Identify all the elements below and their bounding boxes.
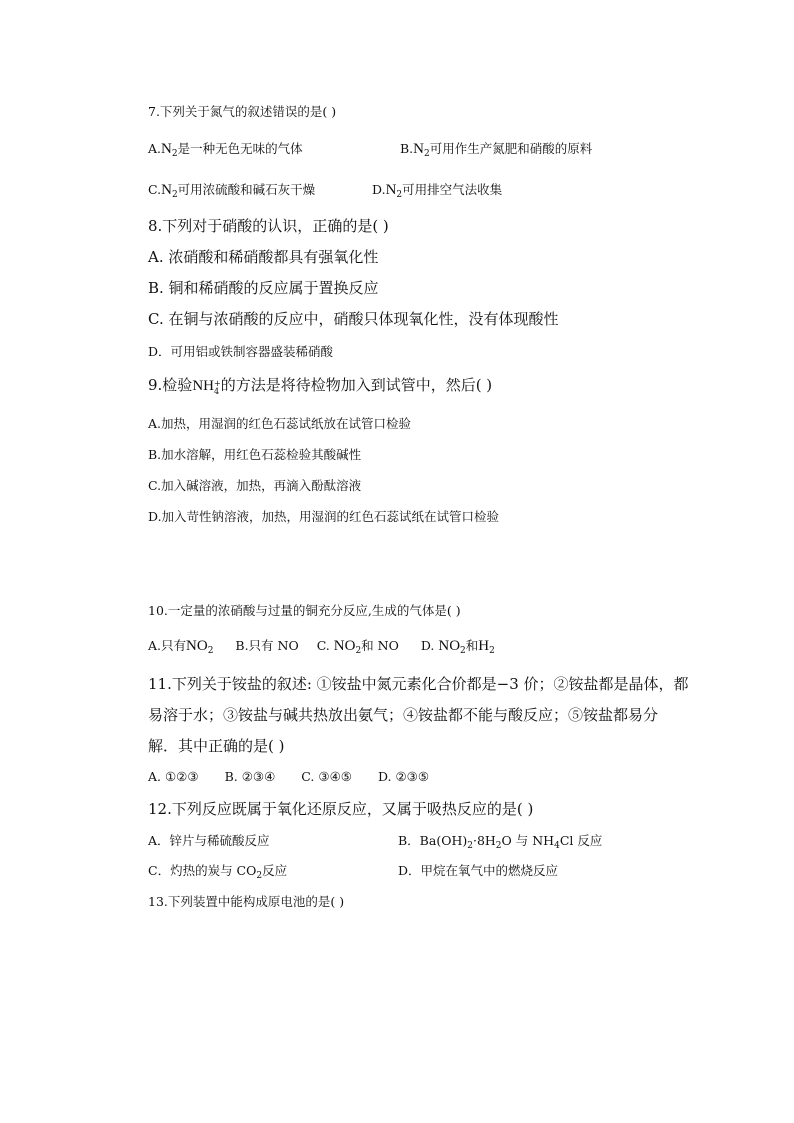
- q10-d-sub: 2: [460, 646, 466, 656]
- q7-d-label: D.: [372, 182, 386, 197]
- q10-option-c[interactable]: [316, 638, 399, 656]
- q8-option-c[interactable]: C. 在铜与浓硝酸的反应中，硝酸只体现氧化性，没有体现酸性: [148, 310, 559, 328]
- q12-option-a[interactable]: A．锌片与稀硫酸反应: [148, 833, 270, 848]
- q11-option-a[interactable]: A. ①②③: [148, 769, 199, 784]
- q9-stem-pre: 9.检验: [148, 376, 193, 394]
- q12-b-sub3: 4: [554, 841, 560, 851]
- q12-c-pre: C．灼热的炭与 CO: [148, 863, 257, 878]
- q10-d-label: D.: [420, 638, 435, 653]
- q10-a-sub: 2: [207, 646, 214, 656]
- q10-d-formula: NO: [438, 638, 461, 654]
- q8-stem: 8.下列对于硝酸的认识，正确的是( ): [148, 217, 389, 235]
- q7-c-formula: N: [161, 182, 172, 198]
- q10-d-formula2: H: [478, 638, 490, 654]
- q7-stem: 7.下列关于氮气的叙述错误的是( ): [148, 104, 337, 119]
- q9-formula: NH: [192, 378, 214, 394]
- q10-c-formula: NO: [333, 638, 356, 654]
- q7-b-text: 可用作生产氮肥和硝酸的原料: [429, 141, 593, 156]
- q12-b-pre: B．Ba(OH): [398, 833, 468, 848]
- q9-ion-charge: [214, 380, 221, 396]
- q7-b-label: B.: [400, 141, 414, 156]
- q10-a-formula: NO: [186, 638, 208, 654]
- q12-option-b[interactable]: [398, 832, 602, 855]
- q12-option-d[interactable]: D．甲烷在氧气中的燃烧反应: [398, 863, 559, 878]
- q10-d-mid: 和: [465, 638, 479, 653]
- q11-stem-line1: 11.下列关于铵盐的叙述: ①铵盐中氮元素化合价都是−3 价；②铵盐都是晶体，都: [148, 675, 689, 693]
- q12-b-post: Cl 反应: [559, 833, 603, 848]
- q7-d-formula: N: [385, 182, 397, 198]
- q9-sup: +: [213, 379, 221, 388]
- q7-option-c[interactable]: [148, 181, 315, 204]
- q7-option-d[interactable]: [372, 181, 502, 204]
- q11-option-d[interactable]: D. ②③⑤: [377, 769, 430, 784]
- q7-option-a[interactable]: [148, 140, 303, 163]
- q9-sub: 4: [213, 387, 220, 396]
- q11-option-b[interactable]: B. ②③④: [224, 769, 276, 784]
- q9-option-d[interactable]: D.加入苛性钠溶液，加热，用湿润的红色石蕊试纸在试管口检验: [148, 509, 500, 524]
- q11-options: [148, 768, 429, 786]
- q12-c-post: 反应: [262, 863, 288, 878]
- q7-c-label: C.: [148, 182, 162, 197]
- q9-option-a[interactable]: A.加热，用湿润的红色石蕊试纸放在试管口检验: [148, 416, 412, 431]
- q7-a-sub: 2: [171, 149, 178, 159]
- q10-a-pre: A.只有: [148, 638, 187, 653]
- q10-option-b[interactable]: B.只有 NO: [235, 638, 299, 653]
- q11-option-c[interactable]: C. ③④⑤: [301, 769, 352, 784]
- q12-b-mid: ·8H: [472, 833, 496, 848]
- q10-stem: 10.一定量的浓硝酸与过量的铜充分反应,生成的气体是( ): [148, 603, 461, 618]
- q7-d-sub: 2: [396, 190, 403, 200]
- q8-option-d[interactable]: D．可用铝或铁制容器盛装稀硝酸: [148, 344, 334, 359]
- q8-option-a[interactable]: A. 浓硝酸和稀硝酸都具有强氧化性: [148, 248, 379, 266]
- q12-b-sub2: 2: [495, 841, 502, 851]
- q11-stem-line2: 易溶于水；③铵盐与碱共热放出氨气；④铵盐都不能与酸反应；⑤铵盐都易分: [148, 706, 659, 724]
- q13-stem: 13.下列装置中能构成原电池的是( ): [148, 894, 345, 909]
- q7-d-text: 可用排空气法收集: [402, 182, 503, 197]
- q10-option-a[interactable]: [148, 638, 214, 656]
- q7-a-text: 是一种无色无味的气体: [177, 141, 303, 156]
- q8-option-b[interactable]: B. 铜和稀硝酸的反应属于置换反应: [148, 279, 379, 297]
- q7-option-b[interactable]: [400, 140, 592, 163]
- q12-b-sub1: 2: [467, 841, 473, 851]
- q10-option-d[interactable]: [420, 638, 495, 656]
- q7-b-sub: 2: [424, 149, 430, 159]
- q7-c-text: 可用浓硫酸和碱石灰干燥: [177, 182, 316, 197]
- q10-options: [148, 637, 495, 660]
- q7-a-label: A.: [148, 141, 162, 156]
- q7-a-formula: N: [161, 141, 172, 157]
- q9-option-b[interactable]: B.加水溶解，用红色石蕊检验其酸碱性: [148, 447, 362, 462]
- q10-c-label: C.: [316, 638, 330, 653]
- q12-stem: 12.下列反应既属于氧化还原反应，又属于吸热反应的是( ): [148, 800, 534, 818]
- q10-d-sub2: 2: [489, 646, 495, 656]
- q9-stem: [148, 376, 492, 396]
- q12-option-c[interactable]: [148, 862, 287, 885]
- q12-c-sub: 2: [256, 871, 263, 881]
- q7-c-sub: 2: [171, 190, 178, 200]
- q9-stem-post: 的方法是将待检物加入到试管中，然后( ): [220, 376, 493, 394]
- q12-b-mid2: O 与 NH: [501, 833, 555, 848]
- q11-stem-line3: 解．其中正确的是( ): [148, 737, 285, 755]
- q9-option-c[interactable]: C.加入碱溶液，加热，再滴入酚酞溶液: [148, 478, 362, 493]
- q10-c-post: 和 NO: [361, 638, 399, 653]
- q10-c-sub: 2: [355, 646, 362, 656]
- q7-b-formula: N: [413, 141, 425, 157]
